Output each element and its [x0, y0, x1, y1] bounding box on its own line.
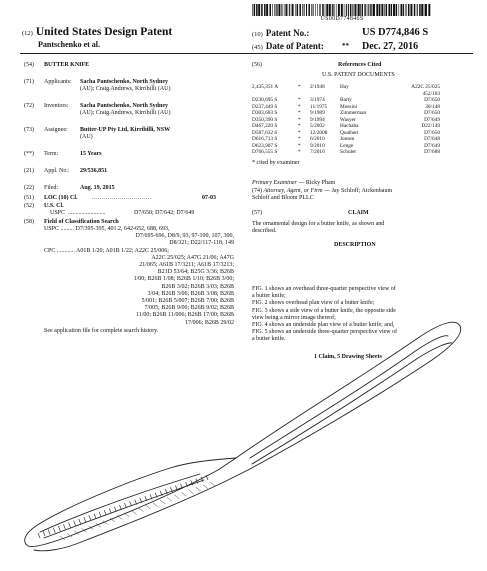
filed-date: Aug. 19, 2015 — [80, 185, 115, 191]
inventors-line-1: Sacha Pantschenko, North Sydney — [80, 103, 169, 109]
reference-cell: Hachaba — [340, 123, 359, 129]
description-line: FIG. 4 shows an underside plan view of a butter knife; and, — [252, 322, 395, 329]
description-line: FIG. 1 shows an overhead three-quarter perspective view of — [252, 286, 396, 292]
reference-cell: 6/2010 — [310, 136, 325, 142]
classification-line: 5/001; B26B 5/007; B26B 7/00; B26B — [141, 298, 234, 305]
applicants-line-2: (AU); Craig Andrews, Kirribilli (AU) — [80, 86, 171, 92]
description-line: FIG. 3 shows a side view of a butter knife, the opposite side — [252, 307, 396, 314]
reference-cell: D350,390 S — [252, 116, 278, 123]
reference-cell: 7/2016 — [310, 149, 325, 155]
reference-cell: * — [298, 116, 301, 123]
description-line: FIG. 2 shows overhead plan view of a butter knife; — [252, 300, 375, 307]
assignee-line-1: Butter-UP Pty Ltd, Kirribilli, NSW — [80, 127, 171, 133]
classification-line: D8/321; D22/117-118, 149 — [169, 240, 234, 247]
reference-cell: D467,220 S — [252, 123, 278, 129]
classification-line: B21D 53/64; B25G 3/36; B26B — [157, 269, 234, 276]
reference-cell: * — [298, 123, 301, 129]
reference-cell: 12/2008 — [310, 129, 328, 136]
reference-cell: D7/649 — [424, 142, 440, 149]
assignee-line-2: (AU) — [80, 134, 93, 140]
reference-cell: D7/648 — [424, 136, 440, 142]
reference-cell: 3/1974 — [310, 97, 325, 103]
reference-cell: Barty — [340, 97, 352, 103]
barcode-number: US00D774846S — [320, 16, 364, 22]
cited-note: * cited by examiner — [252, 160, 300, 166]
description-line: view being a mirror image thereof; — [252, 314, 336, 321]
references-title: References Cited — [338, 62, 382, 68]
reference-cell: D7/650 — [424, 97, 440, 103]
classification-line: 3/04; B26B 3/06; B26B 3/08; B26B — [147, 290, 234, 297]
classification-line: 7/005; B26B 9/00; B26B 9/02; B26B — [144, 305, 234, 312]
reference-cell: D237,449 S — [252, 103, 278, 110]
reference-cell: * — [298, 136, 301, 142]
classification-line: B26B 3/02; B26B 3/03; B26B — [161, 283, 234, 290]
inventors-line-2: (AU); Craig Andrews, Kirribilli (AU) — [80, 110, 171, 116]
reference-cell: * — [298, 149, 301, 155]
description-line: a butter knife; — [252, 293, 286, 300]
reference-cell: D766,555 S — [252, 149, 278, 155]
reference-cell: D7/649 — [424, 116, 440, 123]
reference-cell: 5/2002 — [310, 123, 325, 129]
claims-summary: 1 Claim, 5 Drawing Sheets — [314, 354, 382, 360]
inventors-short: Pantschenko et al. — [38, 40, 100, 49]
reference-cell: D230,695 S — [252, 97, 278, 103]
description-line: a butter knife. — [252, 336, 286, 343]
reference-cell: 2,435,351 A — [252, 84, 279, 90]
reference-cell: Schuler — [340, 149, 357, 155]
reference-cell: * — [298, 129, 301, 136]
reference-cell: 30/148 — [425, 103, 440, 110]
reference-cell: 2/1948 — [310, 84, 325, 90]
primary-examiner: — Ricky Pham — [298, 180, 336, 186]
reference-cell: Zimmerman — [340, 110, 367, 116]
reference-cell: Jonsen — [340, 136, 355, 142]
classification-line: 11/00; B26B 11/006; B26B 17/00; B26B — [135, 312, 234, 319]
reference-cell: 452/103 — [422, 90, 440, 97]
us-class: D7/650; D7/642; D7/649 — [134, 210, 195, 216]
reference-cell: 9/2010 — [310, 142, 325, 149]
reference-cell: 9/1989 — [310, 110, 325, 116]
reference-cell: * — [298, 110, 301, 116]
reference-cell: * — [298, 97, 301, 103]
reference-cell: Hay — [340, 84, 349, 90]
reference-cell: D616,713 S — [252, 136, 278, 142]
date-of-patent-row: (45) Date of Patent: — [252, 41, 324, 51]
reference-cell: Mossini — [340, 103, 358, 110]
reference-cell: Lenge — [340, 142, 354, 149]
claim-line-1: The ornamental design for a butter knife, as shown and — [252, 221, 385, 227]
classification-line: 21/065; A61B 17/3211; A61B 17/3213; — [139, 262, 234, 269]
description-title: DESCRIPTION — [334, 242, 376, 248]
reference-cell: D7/650 — [424, 129, 440, 136]
reference-cell: D7/650 — [424, 110, 440, 116]
description-line: FIG. 5 shows an underside three-quarter perspective view of — [252, 329, 398, 336]
reference-cell: D22/149 — [421, 123, 440, 129]
references-subtitle: U.S. PATENT DOCUMENTS — [322, 72, 395, 78]
application-number: 29/536,851 — [80, 168, 108, 174]
reference-cell: * — [298, 142, 301, 149]
search-history-note: See application file for complete search history. — [44, 328, 159, 334]
reference-cell: D623,907 S — [252, 142, 278, 149]
date-stars: ** — [342, 42, 349, 50]
attorney-line-1: — Jay Schloff; Aickenbaum — [324, 188, 393, 194]
patent-title: BUTTER KNIFE — [44, 62, 90, 68]
reference-cell: D303,603 S — [252, 110, 278, 116]
claim-title: CLAIM — [348, 210, 369, 216]
reference-cell: 9/1994 — [310, 116, 325, 123]
reference-cell: * — [298, 103, 301, 110]
classification-line: A22C 25/025; A47G 21/06; A47G — [151, 254, 234, 261]
patent-number-row: (10) Patent No.: — [252, 28, 310, 38]
patent-page: US00D774846S (12) United States Design Patent Pantschenko et al. (10) Patent No.: US D774,846 S (45) Date of Patent: ** Dec. 27, 2016 (54) BUTTER KNIFE (71) Applicants: Sacha Pantschenko, North Sydney (AU); Craig Andrews, Kirribilli (AU) (72) Inventors: Sacha Pantschenko, North Sydney (AU); Craig Andrews, Kirribilli (AU) (73) Assignee: Butter-UP Pty Ltd, Kirribilli, NSW (AU) (**) Term: 15 Years (21) Appl. No.: 29/536,851 (22) Filed: Aug. 19, 2015 (51) LOC (10) Cl. .............................. 07-03 (52) U.S. Cl. USPC ......................... D7/650; D7/642; D7/649 (58) Field of Classification Search USPC ......... D7/395-395, 401.2, 642-652, 688, 693, D7/695-696, D8/9, 93, 97-100, 107, 300, D8/321; D22/117-118, 149 CPC ............ A01B 1/20; A01B 1/22; A22C 25/006; A22C 25/025; A47G 21/06; A47G 21/065; A61B 17/3211; A61B 17/3213; B21D 53/64; B25G 3/36; B26B 1/00; B26B 1/08; B26B 1/10; B26B 3/00; B26B 3/02; B26B 3/03; B26B 3/04; B26B 3/06; B26B 3/08; B26B 5/001; B26B 5/007; B26B 7/00; B26B 7/005; B26B 9/00; B26B 9/02; B26B 11/00; B26B 11/006; B26B 17/00; B26B 17/006; B26B 29/02 See application file for complete search history. (56) References Cited U.S. PATENT DOCUMENTS 2,435,351 A * 2/1948 Hay A22C 25/025 452/103 D230,695 S * 3/1974 Barty D7/650 D237,449 S * 11/1975 Mossini 30/148 D303,603 S * 9/1989 Zimmerman D7/650 D350,390 S * 9/1994 Wasyer D7/649 D467,220 S * 5/2002 Hachaba D22/149 D587,632 S * 12/2008 Qualheri D7/650 D616,713 S * 6/2010 Jonsen D7/648 D623,907 S * 9/2010 Lenge D7/649 D766,555 S * 7/2016 Schuler D7/688 * cited by examiner Primary Examiner — Ricky Pham (74) Attorney, Agent, or Firm — Jay Schloff; Aickenbaum Schloff and Bloom PLLC (57) CLAIM The ornamental design for a butter knife, as shown and described. DESCRIPTION FIG. 1 shows an overhead three-quarter perspective view of a butter knife; FIG. 2 shows overhead plan view of a butter knife; FIG. 3 shows a side view of a butter knife, the opposite side view being a mirror image thereof; FIG. 4 shows an underside plan view of a butter knife; and, FIG. 5 shows an underside three-quarter perspective view of a butter knife. 1 Claim, 5 Drawing Sheets — [0, 0, 487, 571]
attorney-line-2: Schloff and Bloom PLLC — [252, 195, 314, 201]
reference-cell: * — [298, 84, 301, 90]
classification-line: USPC ......... D7/395-395, 401.2, 642-652, 688, 693, — [44, 226, 170, 232]
reference-cell: A22C 25/025 — [411, 84, 440, 90]
claim-line-2: described. — [252, 228, 277, 234]
term-value: 15 Years — [80, 151, 102, 157]
classification-line: CPC ............ A01B 1/20; A01B 1/22; A22C 25/006; — [44, 247, 169, 254]
reference-cell: Qualheri — [340, 129, 359, 136]
reference-cell: D587,632 S — [252, 129, 278, 136]
patent-number: US D774,846 S — [362, 27, 429, 38]
classification-line: D7/695-696, D8/9, 93, 97-100, 107, 300, — [135, 233, 234, 240]
classification-line: 17/006; B26B 29/02 — [184, 319, 234, 326]
loc-class: 07-03 — [202, 195, 216, 201]
classification-line: 1/00; B26B 1/08; B26B 1/10; B26B 3/00; — [133, 276, 234, 283]
reference-cell: D7/688 — [424, 149, 440, 155]
patent-type-title: (12) United States Design Patent — [22, 26, 173, 38]
date-of-patent: Dec. 27, 2016 — [362, 41, 419, 52]
reference-cell: Wasyer — [340, 116, 356, 123]
applicants-line-1: Sacha Pantschenko, North Sydney — [80, 79, 169, 85]
reference-cell: 11/1975 — [310, 103, 328, 110]
